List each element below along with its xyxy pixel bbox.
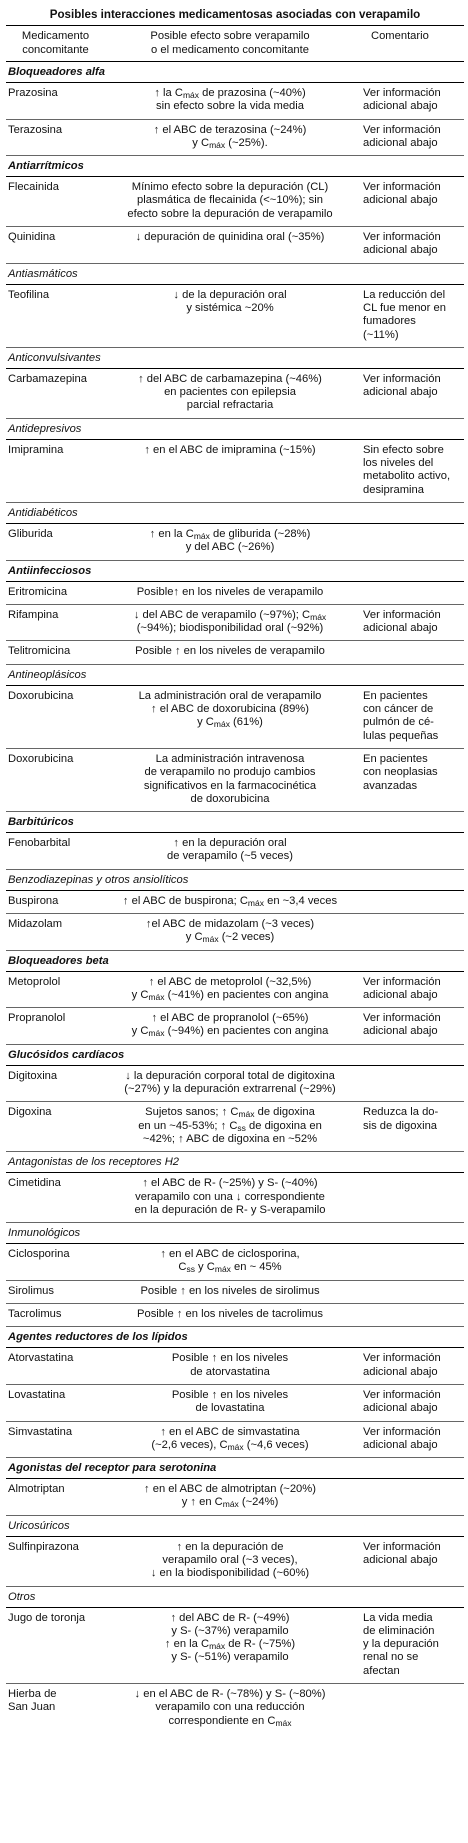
effect-text: de lovastatina — [195, 1402, 265, 1415]
drug-cell — [6, 1070, 103, 1097]
header-comment-line: Comentario — [371, 30, 429, 42]
effect-text: plasmática de flecainida (<~10%); sin — [137, 194, 323, 207]
comment-text: adicional abajo — [363, 100, 438, 113]
effect-cell — [103, 528, 357, 555]
comment-text: y la depuración — [363, 1638, 439, 1651]
effect-text: verapamilo con una reducción — [155, 1701, 305, 1714]
effect-cell — [103, 1612, 357, 1678]
comment-cell — [357, 1106, 464, 1146]
effect-cell — [103, 690, 357, 743]
effect-text: de verapamilo (~5 veces) — [167, 850, 293, 863]
drug-cell — [6, 1483, 103, 1510]
comment-cell — [357, 87, 464, 114]
comment-text: La reducción del — [363, 288, 446, 301]
table-row — [6, 285, 464, 348]
table-row — [6, 1537, 464, 1587]
comment-text: adicional abajo — [363, 1365, 438, 1378]
table-row — [6, 440, 464, 503]
drug-name: Almotriptan — [8, 1483, 65, 1496]
comment-text: En pacientes — [363, 752, 428, 765]
category-heading: Anticonvulsivantes — [6, 348, 464, 369]
drug-cell — [6, 373, 103, 413]
effect-cell — [103, 645, 357, 658]
table-row — [6, 914, 464, 951]
effect-text: (~27%) y la depuración extrarrenal (~29%) — [124, 1083, 336, 1096]
comment-text: La vida media — [363, 1611, 433, 1624]
comment-text: lulas pequeñas — [363, 729, 439, 742]
drug-cell — [6, 231, 103, 258]
comment-text: desipramina — [363, 483, 424, 496]
drug-name: Metoprolol — [8, 975, 61, 988]
drug-cell — [6, 87, 103, 114]
comment-text: de eliminación — [363, 1624, 435, 1637]
table-row — [6, 369, 464, 419]
comment-cell — [357, 645, 464, 658]
effect-cell — [103, 1389, 357, 1416]
comment-text: sis de digoxina — [363, 1119, 438, 1132]
effect-cell — [103, 976, 357, 1003]
comment-cell — [357, 1688, 464, 1728]
effect-text: significativos en la farmacocinética — [143, 779, 317, 792]
effect-cell — [103, 837, 357, 864]
effect-text: ↑ en la $C_{máx}$ de gliburida (~28%) — [149, 527, 311, 541]
drug-cell — [6, 1308, 103, 1321]
header-effect — [103, 29, 357, 57]
drug-cell — [6, 1541, 103, 1581]
drug-cell — [6, 124, 103, 151]
effect-cell — [103, 1070, 357, 1097]
comment-cell — [357, 1389, 464, 1416]
effect-text: ↓ del ABC de verapamilo (~97%); $C_{máx}$ — [133, 608, 327, 622]
effect-text: Posible ↑ en los niveles — [171, 1352, 289, 1365]
comment-text: Ver información — [363, 1012, 441, 1025]
drug-name: Jugo de toronja — [8, 1611, 86, 1624]
effect-cell — [103, 444, 357, 497]
drug-cell — [6, 528, 103, 555]
effect-text: ↑ del ABC de R- (~49%) — [170, 1611, 290, 1624]
comment-text: adicional abajo — [363, 988, 438, 1001]
effect-text: ↑ en el ABC de imipramina (~15%) — [144, 443, 316, 456]
comment-text: Sin efecto sobre — [363, 443, 444, 456]
table-row — [6, 1304, 464, 1327]
table-row — [6, 582, 464, 605]
effect-text: y sistémica ~20% — [186, 301, 274, 314]
effect-text: ↓ en la biodisponibilidad (~60%) — [150, 1567, 310, 1580]
table-row — [6, 524, 464, 561]
effect-text: Sujetos sanos; ↑ $C_{máx}$ de digoxina — [145, 1106, 315, 1120]
comment-cell — [357, 444, 464, 497]
effect-text: efecto sobre la depuración de verapamilo — [127, 207, 333, 220]
category-heading: Antiarrítmicos — [6, 156, 464, 177]
table-row — [6, 1102, 464, 1152]
effect-text: Mínimo efecto sobre la depuración (CL) — [131, 181, 329, 194]
comment-cell — [357, 1248, 464, 1275]
category-heading: Barbitúricos — [6, 812, 464, 833]
effect-text: y S- (~37%) verapamilo — [171, 1624, 289, 1637]
drug-name: San Juan — [8, 1701, 56, 1714]
comment-cell — [357, 918, 464, 945]
category-heading: Otros — [6, 1587, 464, 1608]
effect-text: y $C_{máx}$ (~41%) en pacientes con angina — [131, 988, 329, 1002]
header-drug — [6, 29, 103, 57]
effect-text: y S- (~51%) verapamilo — [171, 1651, 289, 1664]
comment-cell — [357, 528, 464, 555]
table-row — [6, 1281, 464, 1304]
drug-cell — [6, 645, 103, 658]
comment-text: adicional abajo — [363, 386, 438, 399]
comment-cell — [357, 1426, 464, 1453]
table-row — [6, 1608, 464, 1684]
drug-name: Quinidina — [8, 231, 56, 244]
comment-cell — [357, 1285, 464, 1298]
comment-text: adicional abajo — [363, 1438, 438, 1451]
effect-text: verapamilo oral (~3 veces), — [162, 1554, 298, 1566]
effect-text: ↓ de la depuración oral — [173, 288, 287, 301]
comment-text: Ver información — [363, 87, 441, 99]
effect-cell — [103, 1541, 357, 1581]
effect-cell — [103, 1285, 357, 1298]
drug-name: Ciclosporina — [8, 1248, 70, 1261]
drug-name: Hierba de — [8, 1688, 57, 1701]
effect-cell — [103, 586, 357, 599]
comment-text: adicional abajo — [363, 244, 438, 257]
comment-text: En pacientes — [363, 689, 428, 702]
effect-cell — [103, 753, 357, 806]
header-effect-line: o el medicamento concomitante — [151, 44, 309, 56]
drug-name: Digoxina — [8, 1106, 52, 1119]
effect-text: correspondiente en $C_{máx}$ — [168, 1714, 292, 1728]
comment-text: Ver información — [363, 1352, 441, 1365]
comment-cell — [357, 231, 464, 258]
comment-text: adicional abajo — [363, 1025, 438, 1038]
effect-text: ↑ en el ABC de ciclosporina, — [160, 1248, 300, 1261]
table-row — [6, 120, 464, 157]
drug-name: Lovastatina — [8, 1388, 66, 1401]
comment-cell — [357, 1177, 464, 1217]
table-row — [6, 891, 464, 914]
category-heading: Antagonistas de los receptores H2 — [6, 1152, 464, 1173]
drug-name: Doxorubicina — [8, 689, 74, 702]
effect-text: La administración oral de verapamilo — [138, 689, 322, 702]
effect-text: Posible ↑ en los niveles — [171, 1388, 289, 1401]
table-row — [6, 972, 464, 1009]
comment-text: adicional abajo — [363, 622, 438, 635]
effect-text: ↑ en la depuración oral — [173, 837, 287, 850]
drug-cell — [6, 1248, 103, 1275]
drug-name: Buspirona — [8, 894, 59, 907]
effect-text: ↑ en la $C_{máx}$ de R- (~75%) — [164, 1638, 296, 1652]
effect-text: Posible ↑ en los niveles de verapamilo — [135, 645, 325, 658]
drug-name: Terazosina — [8, 123, 63, 136]
comment-text: adicional abajo — [363, 1402, 438, 1415]
effect-cell — [103, 87, 357, 114]
drug-name: Digitoxina — [8, 1069, 58, 1082]
effect-cell — [103, 373, 357, 413]
drug-cell — [6, 1426, 103, 1453]
effect-cell — [103, 1177, 357, 1217]
table-body — [6, 62, 464, 1733]
effect-text: ↑ el ABC de doxorubicina (89%) — [151, 703, 309, 716]
drug-name: Sirolimus — [8, 1284, 55, 1297]
effect-text: ↑ en el ABC de simvastatina — [160, 1425, 300, 1438]
comment-text: con cáncer de — [363, 703, 434, 716]
comment-text: fumadores — [363, 315, 416, 328]
header-drug-line: Medicamento — [21, 30, 90, 42]
effect-text: (~2,6 veces), $C_{máx}$ (~4,6 veces) — [151, 1438, 309, 1452]
comment-text: afectan — [363, 1664, 400, 1677]
effect-text: ↑ la $C_{máx}$ de prazosina (~40%) — [154, 87, 306, 100]
effect-cell — [103, 289, 357, 342]
category-heading: Agentes reductores de los lípidos — [6, 1327, 464, 1348]
drug-name: Atorvastatina — [8, 1352, 74, 1365]
header-drug-line: concomitante — [22, 44, 89, 56]
drug-name: Imipramina — [8, 443, 64, 456]
table-row — [6, 177, 464, 227]
effect-text: y $C_{máx}$ (61%) — [197, 716, 263, 730]
drug-cell — [6, 1389, 103, 1416]
effect-cell — [103, 1352, 357, 1379]
comment-text: Ver información — [363, 372, 441, 385]
comment-cell — [357, 1308, 464, 1321]
effect-text: y $C_{máx}$ (~25%). — [192, 136, 268, 150]
category-heading: Uricosúricos — [6, 1516, 464, 1537]
comment-text: Ver información — [363, 1388, 441, 1401]
effect-text: sin efecto sobre la vida media — [155, 100, 304, 113]
effect-text: en la depuración de R- y S-verapamilo — [134, 1203, 326, 1216]
comment-cell — [357, 586, 464, 599]
effect-text: ↑ el ABC de buspirona; $C_{máx}$ en ~3,4 veces — [122, 894, 338, 908]
comment-cell — [357, 1541, 464, 1581]
comment-text: adicional abajo — [363, 1554, 438, 1566]
comment-cell — [357, 690, 464, 743]
effect-text: y $C_{máx}$ (~94%) en pacientes con angina — [131, 1025, 329, 1039]
effect-cell — [103, 1106, 357, 1146]
category-heading: Bloqueadores alfa — [6, 62, 464, 83]
category-heading: Antiinfecciosos — [6, 561, 464, 582]
drug-name: Carbamazepina — [8, 372, 87, 385]
effect-cell — [103, 124, 357, 151]
comment-text: Ver información — [363, 1425, 441, 1438]
table-title: Posibles interacciones medicamentosas asociadas con verapamilo — [6, 8, 464, 26]
interactions-table — [6, 0, 464, 1733]
drug-name: Propranolol — [8, 1012, 66, 1025]
effect-text: en un ~45-53%; ↑ $C_{ss}$ de digoxina en — [138, 1119, 322, 1133]
effect-text: ↑ el ABC de R- (~25%) y S- (~40%) — [142, 1177, 318, 1190]
drug-name: Simvastatina — [8, 1425, 73, 1438]
comment-text: con neoplasias — [363, 766, 438, 779]
drug-cell — [6, 918, 103, 945]
effect-text: ↑ el ABC de terazosina (~24%) — [153, 123, 307, 136]
drug-name: Flecainida — [8, 181, 59, 194]
comment-cell — [357, 373, 464, 413]
category-heading: Bloqueadores beta — [6, 951, 464, 972]
effect-cell — [103, 609, 357, 636]
effect-cell — [103, 895, 357, 908]
effect-text: de atorvastatina — [190, 1365, 270, 1378]
comment-cell — [357, 895, 464, 908]
table-row — [6, 686, 464, 749]
drug-name: Rifampina — [8, 608, 59, 621]
comment-text: CL fue menor en — [363, 301, 446, 314]
comment-cell — [357, 1612, 464, 1678]
comment-text: Ver información — [363, 1540, 441, 1553]
effect-text: y $C_{máx}$ (~2 veces) — [185, 931, 275, 945]
drug-cell — [6, 1106, 103, 1146]
comment-text: los niveles del — [363, 457, 434, 470]
table-row — [6, 1385, 464, 1422]
effect-text: ↑ el ABC de propranolol (~65%) — [151, 1012, 309, 1025]
table-row — [6, 83, 464, 120]
table-row — [6, 227, 464, 264]
drug-name: Eritromicina — [8, 585, 68, 598]
drug-name: Tacrolimus — [8, 1308, 62, 1321]
effect-text: La administración intravenosa — [155, 752, 305, 765]
effect-cell — [103, 1426, 357, 1453]
drug-name: Cimetidina — [8, 1177, 61, 1190]
table-row — [6, 749, 464, 812]
table-row — [6, 1422, 464, 1459]
drug-cell — [6, 444, 103, 497]
category-heading: Inmunológicos — [6, 1223, 464, 1244]
table-row — [6, 1066, 464, 1103]
comment-text: Reduzca la do- — [363, 1106, 439, 1119]
drug-cell — [6, 1285, 103, 1298]
category-heading: Glucósidos cardíacos — [6, 1045, 464, 1066]
comment-text: metabolito activo, — [363, 470, 451, 483]
effect-text: ~42%; ↑ ABC de digoxina en ~52% — [142, 1132, 318, 1145]
drug-cell — [6, 690, 103, 743]
drug-cell — [6, 1688, 103, 1728]
effect-text: Posible↑ en los niveles de verapamilo — [136, 585, 324, 598]
comment-text: Ver información — [363, 975, 441, 988]
table-row — [6, 605, 464, 642]
table-header — [6, 26, 464, 62]
effect-text: ↑ del ABC de carbamazepina (~46%) — [138, 372, 322, 385]
drug-name: Midazolam — [8, 917, 63, 930]
drug-cell — [6, 895, 103, 908]
table-row — [6, 1348, 464, 1385]
effect-text: y del ABC (~26%) — [185, 541, 275, 554]
drug-name: Prazosina — [8, 87, 58, 99]
effect-cell — [103, 1483, 357, 1510]
comment-cell — [357, 1483, 464, 1510]
comment-cell — [357, 1352, 464, 1379]
header-effect-line: Posible efecto sobre verapamilo — [150, 30, 310, 42]
drug-cell — [6, 1352, 103, 1379]
table-row — [6, 833, 464, 870]
comment-text: avanzadas — [363, 779, 418, 792]
effect-text: $C_{ss}$ y $C_{máx}$ en ~ 45% — [178, 1261, 282, 1275]
effect-text: ↑ el ABC de metoprolol (~32,5%) — [148, 975, 312, 988]
drug-cell — [6, 1012, 103, 1039]
effect-text: ↑ en el ABC de almotriptan (~20%) — [144, 1483, 316, 1496]
table-row — [6, 1244, 464, 1281]
category-heading: Antiasmáticos — [6, 264, 464, 285]
comment-text: adicional abajo — [363, 136, 438, 149]
category-heading: Benzodiazepinas y otros ansiolíticos — [6, 870, 464, 891]
effect-text: ↓ depuración de quinidina oral (~35%) — [135, 231, 325, 244]
comment-text: (~11%) — [363, 328, 399, 341]
comment-cell — [357, 124, 464, 151]
comment-cell — [357, 976, 464, 1003]
comment-cell — [357, 753, 464, 806]
comment-text: Ver información — [363, 231, 441, 244]
drug-cell — [6, 976, 103, 1003]
table-row — [6, 1008, 464, 1045]
effect-cell — [103, 181, 357, 221]
effect-text: Posible ↑ en los niveles de sirolimus — [140, 1284, 320, 1297]
effect-text: ↑el ABC de midazolam (~3 veces) — [145, 917, 315, 930]
comment-cell — [357, 181, 464, 221]
drug-cell — [6, 289, 103, 342]
effect-text: Posible ↑ en los niveles de tacrolimus — [137, 1308, 323, 1321]
comment-text: Ver información — [363, 181, 441, 194]
category-heading: Antidiabéticos — [6, 503, 464, 524]
drug-name: Teofilina — [8, 288, 50, 301]
comment-text: pulmón de cé- — [363, 716, 434, 729]
effect-cell — [103, 1308, 357, 1321]
header-comment — [357, 29, 464, 57]
effect-text: y ↑ en $C_{máx}$ (~24%) — [181, 1496, 279, 1510]
drug-name: Gliburida — [8, 527, 53, 540]
drug-name: Fenobarbital — [8, 837, 71, 850]
effect-text: (~94%); biodisponibilidad oral (~92%) — [136, 622, 324, 635]
effect-cell — [103, 231, 357, 258]
effect-text: parcial refractaria — [186, 399, 274, 412]
drug-cell — [6, 837, 103, 864]
table-row — [6, 1479, 464, 1516]
drug-cell — [6, 181, 103, 221]
effect-cell — [103, 1688, 357, 1728]
comment-text: renal no se — [363, 1651, 419, 1664]
comment-text: adicional abajo — [363, 194, 438, 207]
drug-cell — [6, 753, 103, 806]
drug-cell — [6, 586, 103, 599]
comment-text: Ver información — [363, 123, 441, 136]
category-heading: Antidepresivos — [6, 419, 464, 440]
effect-cell — [103, 918, 357, 945]
drug-cell — [6, 1177, 103, 1217]
effect-text: ↑ en la depuración de — [176, 1540, 284, 1553]
effect-text: de verapamilo no produjo cambios — [144, 766, 316, 779]
effect-cell — [103, 1248, 357, 1275]
comment-cell — [357, 1070, 464, 1097]
drug-cell — [6, 609, 103, 636]
effect-cell — [103, 1012, 357, 1039]
table-row — [6, 1173, 464, 1223]
category-heading: Antineoplásicos — [6, 665, 464, 686]
drug-name: Doxorubicina — [8, 752, 74, 765]
effect-text: ↓ la depuración corporal total de digitoxina — [125, 1069, 335, 1082]
drug-cell — [6, 1612, 103, 1678]
comment-text: Ver información — [363, 608, 441, 621]
drug-name: Sulfinpirazona — [8, 1540, 79, 1553]
comment-cell — [357, 609, 464, 636]
category-heading: Agonistas del receptor para serotonina — [6, 1458, 464, 1479]
comment-cell — [357, 1012, 464, 1039]
effect-text: de doxorubicina — [190, 792, 270, 805]
drug-name: Telitromicina — [8, 645, 71, 658]
effect-text: verapamilo con una ↓ correspondiente — [135, 1190, 325, 1203]
table-row — [6, 1684, 464, 1733]
effect-text: en pacientes con epilepsia — [164, 386, 296, 399]
table-row — [6, 641, 464, 664]
effect-text: ↓ en el ABC de R- (~78%) y S- (~80%) — [134, 1688, 326, 1701]
comment-cell — [357, 289, 464, 342]
comment-cell — [357, 837, 464, 864]
